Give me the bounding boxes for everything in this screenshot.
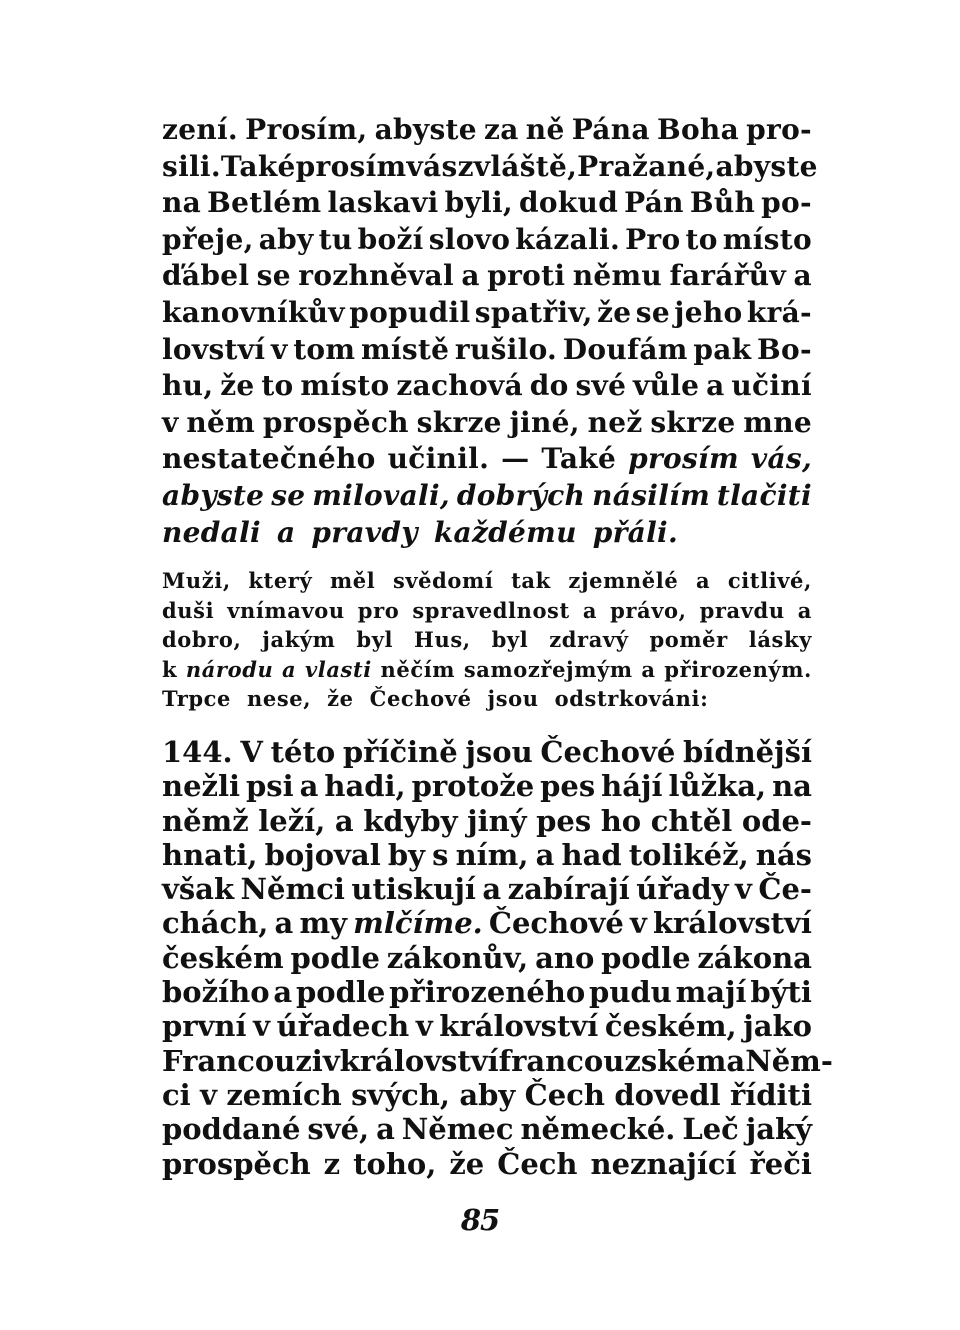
word: odstrkováni: (554, 686, 709, 711)
word: vlasti (304, 656, 372, 682)
word: chtěl (650, 803, 733, 838)
word: zemích (226, 1077, 342, 1112)
word: a (276, 515, 296, 549)
word: lovství (162, 332, 266, 366)
text-line (162, 1112, 812, 1146)
word: řeči (749, 1146, 812, 1181)
text-line (162, 1078, 812, 1112)
word: který (248, 568, 313, 593)
word: přáli. (592, 515, 679, 549)
word: prospěch (262, 405, 409, 439)
word: zení. (162, 113, 238, 146)
text-line (162, 906, 812, 940)
word: had (561, 837, 622, 872)
word: farářův (669, 259, 787, 293)
word: a (376, 1112, 395, 1147)
word: nás (755, 837, 812, 872)
word: se (271, 478, 306, 512)
word: tlačiti (716, 478, 812, 512)
word: zákona (697, 940, 812, 975)
text-line (162, 566, 812, 596)
word: německé. (520, 1112, 676, 1147)
word: přirozeným. (664, 656, 812, 682)
word: a (535, 837, 555, 872)
text-line (162, 368, 812, 405)
text-line (162, 1043, 833, 1078)
word: aby (459, 1077, 516, 1112)
word: vůle (633, 369, 700, 403)
word: zjemnělé (568, 568, 679, 593)
text-line (162, 684, 812, 714)
word: s (432, 837, 449, 872)
text-line (162, 405, 812, 442)
word: nese, (247, 686, 312, 711)
word: jaký (745, 1112, 812, 1147)
text-line (162, 838, 812, 872)
word: jiné, (509, 405, 580, 439)
word: tom (293, 332, 356, 366)
word: proti (487, 259, 566, 293)
word: národu (185, 656, 274, 682)
word: abyste (162, 478, 265, 512)
word: místě (360, 332, 450, 366)
word: dobrých (456, 478, 586, 512)
word: v (253, 1009, 270, 1044)
word: Če- (758, 872, 812, 907)
word: tolikéž, (628, 837, 749, 872)
word: spravedlnost (412, 597, 570, 623)
word: místo (722, 222, 812, 256)
text-line (162, 112, 812, 149)
section-144-paragraph (162, 735, 833, 1181)
text-line (162, 596, 812, 626)
word: 144. (162, 735, 233, 769)
word: a (334, 803, 354, 838)
word: zdravý (549, 627, 629, 652)
word: podle (295, 975, 386, 1010)
word: jsou (465, 735, 533, 769)
word: jakým (262, 627, 336, 652)
word: že (449, 1146, 485, 1181)
word: Hus, (414, 627, 471, 652)
word: utiskují (351, 872, 476, 907)
word: pravdy (311, 515, 418, 549)
word: a (793, 259, 812, 293)
word: Muži, (162, 568, 231, 593)
word: do (529, 369, 569, 403)
word: abyste (715, 149, 818, 183)
quote-paragraph (162, 112, 818, 551)
word: však (162, 872, 235, 907)
word: po- (761, 186, 812, 220)
word: Čech (524, 1077, 605, 1112)
word: pak (693, 332, 752, 366)
word: království (439, 1009, 599, 1044)
word: ďábel (162, 259, 250, 293)
word: Čechové (488, 906, 624, 941)
word: milovali, (312, 478, 450, 512)
word: spatřiv, (474, 295, 593, 329)
word: v (200, 1077, 217, 1112)
word: přeje, (162, 222, 254, 256)
word: mne (743, 405, 812, 439)
word: toho, (353, 1146, 437, 1181)
word: Doufám (562, 332, 688, 366)
word: Čechové (369, 686, 472, 711)
word: Leč (682, 1112, 739, 1147)
word: by (387, 837, 425, 872)
page-number: 85 (460, 1203, 500, 1237)
word: se (635, 295, 670, 329)
word: neznající (590, 1146, 737, 1181)
word: nedali (162, 515, 261, 549)
word: francouzském (498, 1043, 727, 1078)
word: my (299, 906, 347, 941)
word: Němci (240, 872, 345, 907)
word: skrze (416, 405, 502, 439)
word: sili. (162, 149, 221, 183)
word: této (270, 735, 336, 769)
word: poměr (649, 627, 728, 652)
text-line (162, 332, 812, 369)
word: popudil (349, 295, 471, 329)
word: tak (511, 568, 551, 593)
word: mají (675, 975, 747, 1010)
text-line (162, 258, 812, 295)
word: pudu (589, 975, 672, 1010)
word: ho (600, 803, 642, 838)
word: měl (329, 568, 376, 593)
word: hu, (162, 369, 214, 403)
word: prosím (628, 442, 739, 476)
word: a (695, 568, 711, 593)
text-line (162, 185, 812, 222)
word: leží, (258, 803, 326, 838)
word: království (652, 906, 812, 941)
word: Také (541, 442, 617, 476)
word: prospěch (162, 1146, 311, 1181)
word: slovo (428, 222, 511, 256)
word: a (274, 906, 294, 941)
word: to (261, 369, 294, 403)
word: chách, (162, 906, 269, 941)
word: že (220, 369, 255, 403)
word: Němec (401, 1112, 514, 1147)
word: němž (162, 803, 249, 838)
text-line (162, 735, 812, 769)
word: jeho (674, 295, 743, 329)
text-line (162, 769, 812, 803)
word: zachová (396, 369, 523, 403)
word: nežli (162, 769, 241, 804)
word: Bo- (757, 332, 812, 366)
word: v (162, 405, 179, 439)
word: lůžka, (668, 769, 767, 804)
word: k (162, 656, 178, 682)
text-line (162, 1147, 812, 1181)
word: Čech (497, 1146, 578, 1181)
word: jiný (467, 803, 527, 838)
word: aby (258, 222, 314, 256)
text-line (162, 515, 812, 552)
word: svých, (351, 1077, 450, 1112)
word: za (484, 113, 519, 146)
word: hnati, (162, 837, 258, 872)
word: pro (357, 597, 400, 623)
word: v (270, 332, 288, 366)
word: jako (743, 1009, 812, 1044)
word: a (706, 369, 725, 403)
word: vás, (750, 442, 812, 476)
word: říditi (729, 1077, 812, 1112)
text-line (162, 478, 812, 515)
word: místo (300, 369, 390, 403)
word: a (797, 597, 812, 623)
word: něčím (380, 656, 456, 682)
word: každému (433, 515, 577, 549)
word: a (726, 1043, 746, 1078)
text-line (162, 295, 812, 332)
word: Pro (625, 222, 681, 256)
word: českém (162, 940, 284, 975)
word: právo, (610, 597, 687, 623)
word: podle (290, 940, 380, 975)
word: nestatečného (162, 442, 376, 476)
word: jsou (487, 686, 539, 711)
word: Pána (571, 113, 650, 146)
word: protože (411, 769, 535, 804)
word: první (162, 1009, 247, 1044)
text-line (162, 804, 812, 838)
text-line (162, 625, 812, 655)
word: než (587, 405, 643, 439)
word: božího (162, 975, 270, 1010)
word: dobro, (162, 627, 242, 652)
word: Pán (624, 186, 684, 220)
word: své (575, 369, 627, 403)
word: přirozeného (389, 975, 586, 1010)
word: něm (186, 405, 256, 439)
word: tu (318, 222, 353, 256)
word: pes (536, 803, 592, 838)
word: Bůh (689, 186, 756, 220)
word: a (582, 597, 598, 623)
word: to (685, 222, 718, 256)
word: Čechové (540, 735, 676, 769)
word: v (415, 1009, 433, 1044)
word: němu (572, 259, 663, 293)
word: pes (540, 769, 596, 804)
word: pravdu (699, 597, 785, 623)
word: a (299, 769, 319, 804)
word: skrze (650, 405, 736, 439)
word: bídnější (683, 735, 812, 769)
word: — (501, 442, 530, 476)
word: V (240, 735, 263, 769)
word: a (482, 872, 502, 907)
word: býti (750, 975, 812, 1010)
text-line (162, 655, 812, 685)
word: mlčíme. (353, 906, 483, 941)
word: prosím (295, 149, 407, 183)
word: poddané (162, 1112, 301, 1147)
word: podle (601, 940, 691, 975)
word: byl (356, 627, 394, 652)
word: abyste (374, 113, 477, 146)
word: dovedl (614, 1077, 721, 1112)
word: království (339, 1043, 499, 1078)
word: Trpce (162, 686, 231, 711)
word: rušilo. (454, 332, 558, 366)
word: se (256, 259, 291, 293)
word: a (282, 656, 297, 682)
commentary-paragraph (162, 566, 812, 714)
word: Něm- (745, 1043, 833, 1078)
text-line (162, 441, 812, 478)
word: zabírají (507, 872, 630, 907)
word: rozhněval (298, 259, 454, 293)
word: zákonův, (386, 940, 529, 975)
word: Pražané, (577, 149, 716, 183)
word: zvláště, (457, 149, 578, 183)
word: vás (406, 149, 458, 183)
word: Francouzi (162, 1043, 323, 1078)
word: ano (535, 940, 595, 975)
word: příčině (342, 735, 458, 769)
word: boží (357, 222, 424, 256)
text-line (162, 149, 818, 186)
word: na (772, 769, 812, 804)
word: duši (162, 597, 215, 623)
word: ně (525, 113, 565, 146)
word: citlivé, (727, 568, 812, 593)
word: bojoval (264, 837, 381, 872)
word: Prosím, (245, 113, 368, 146)
word: hájí (601, 769, 663, 804)
word: českém, (604, 1009, 737, 1044)
word: učiní (731, 369, 812, 403)
word: kanovníkův (162, 295, 345, 329)
word: Boha (656, 113, 740, 146)
word: dokud (519, 186, 619, 220)
word: na (162, 186, 202, 220)
word: z (323, 1146, 341, 1181)
word: své, (307, 1112, 370, 1147)
word: v (735, 872, 752, 907)
word: Betlém (207, 186, 322, 220)
word: ode- (741, 803, 812, 838)
word: svědomí (392, 568, 494, 593)
word: pro- (746, 113, 812, 146)
word: že (327, 686, 354, 711)
text-line (162, 1009, 812, 1043)
word: a (641, 656, 656, 682)
word: byli, (444, 186, 513, 220)
word: že (597, 295, 632, 329)
word: Také (220, 149, 296, 183)
word: ním, (455, 837, 529, 872)
word: v (322, 1043, 340, 1078)
word: vnímavou (227, 597, 345, 623)
word: krá- (746, 295, 812, 329)
text-line (162, 975, 812, 1009)
word: kdyby (363, 803, 458, 838)
word: násilím (592, 478, 710, 512)
text-line (162, 872, 812, 906)
word: úřady (636, 872, 729, 907)
text-line (162, 222, 812, 259)
word: ci (162, 1077, 191, 1112)
word: a (461, 259, 480, 293)
word: v (629, 906, 647, 941)
word: úřadech (276, 1009, 410, 1044)
word: učinil. (387, 442, 490, 476)
word: psi (246, 769, 294, 804)
text-line (162, 941, 812, 975)
word: a (273, 975, 293, 1010)
word: laskavi (327, 186, 439, 220)
word: lásky (748, 627, 812, 652)
word: hadi, (324, 769, 406, 804)
word: byl (491, 627, 529, 652)
word: kázali. (515, 222, 620, 256)
word: samozřejmým (463, 656, 633, 682)
